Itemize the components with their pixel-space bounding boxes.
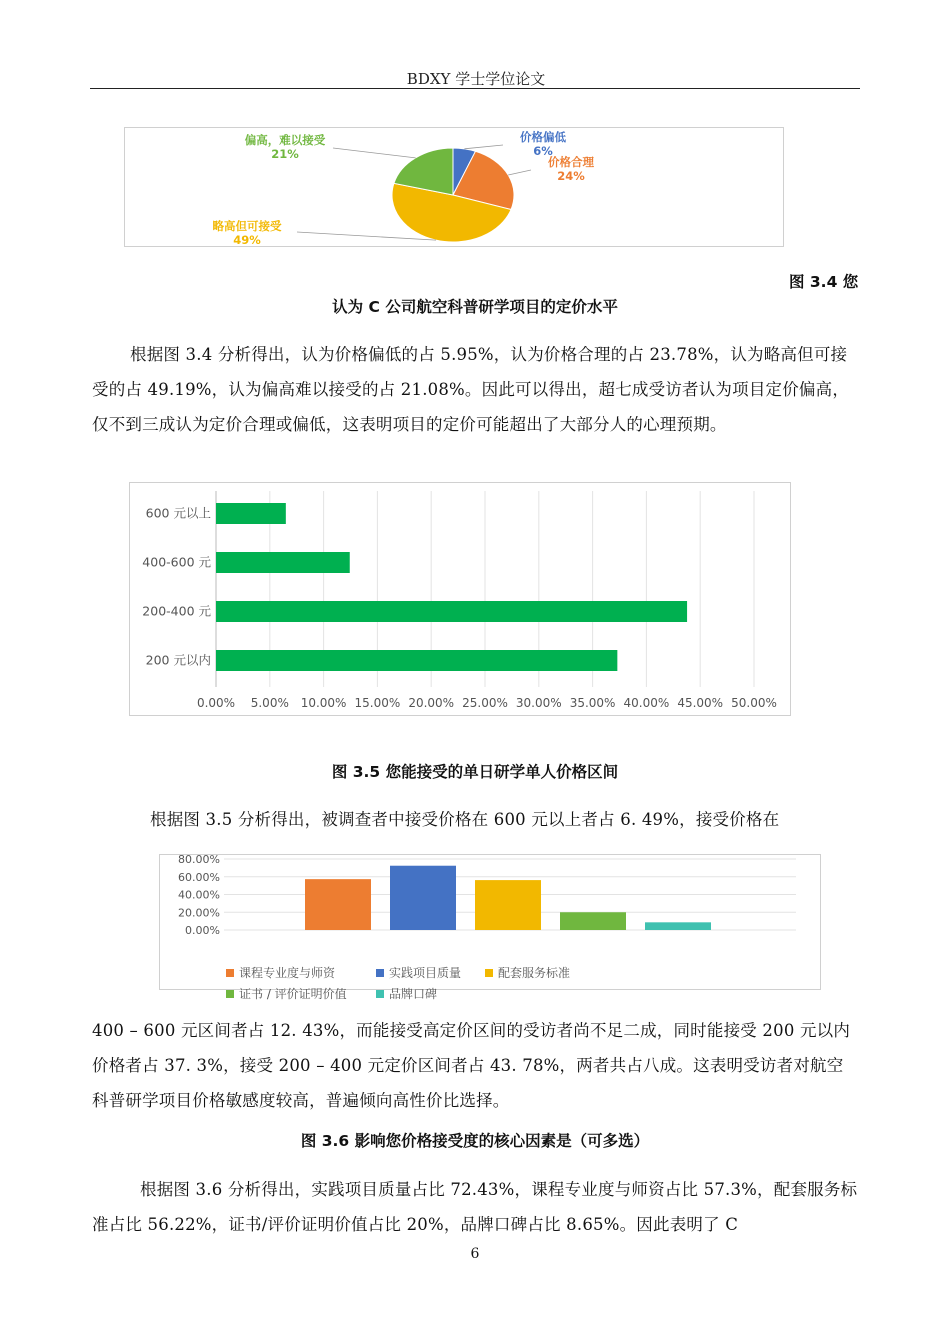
vbar-ytick: 0.00%	[185, 924, 220, 937]
vbar-legend-label-4: 品牌口碑	[389, 987, 438, 1001]
pie-leader-3	[333, 148, 416, 158]
pie-leader-1	[508, 170, 531, 175]
vbar-bar-0	[305, 879, 371, 930]
hbar-bar-0	[216, 503, 286, 524]
vbar-legend-label-0: 课程专业度与师资	[239, 966, 336, 980]
pie-label-2: 略高但可接受	[212, 219, 282, 233]
hbar-xtick: 15.00%	[354, 696, 401, 710]
pie-value-1: 24%	[557, 169, 585, 183]
vbar-legend-swatch-1	[376, 969, 384, 977]
hbar-chart	[130, 483, 790, 715]
vbar-chart-frame	[159, 854, 821, 1001]
pie-value-2: 49%	[233, 233, 261, 246]
hbar-bar-2	[216, 601, 687, 622]
paragraph-2	[92, 802, 860, 837]
header-rule	[90, 88, 860, 89]
paragraph-4-text: 根据图 3.6 分析得出，实践项目质量占比 72.43%，课程专业度与师资占比 57.3%，配套服务标准占比 56.22%，证书/评价证明价值占比 20%，品牌口碑占比 8.65%。因此表明了 C	[92, 1180, 858, 1234]
vbar-ytick: 60.00%	[178, 870, 220, 884]
hbar-xtick: 30.00%	[515, 696, 562, 710]
page-header: BDXY 学士学位论文	[406, 70, 546, 88]
vbar-bar-3	[560, 912, 626, 930]
vbar-legend-swatch-3	[226, 990, 234, 998]
pie-label-3: 偏高，难以接受	[244, 133, 326, 147]
fig36-caption: 图 3.6 影响您价格接受度的核心因素是（可多选）	[300, 1132, 650, 1150]
hbar-category-label: 200 元以内	[145, 652, 211, 668]
fig34-caption-part2: 认为 C 公司航空科普研学项目的定价水平	[332, 298, 618, 316]
pie-chart-frame	[124, 127, 784, 247]
hbar-category-label: 200-400 元	[142, 603, 211, 619]
vbar-chart	[160, 855, 820, 1005]
vbar-legend-swatch-0	[226, 969, 234, 977]
pie-leader-0	[464, 145, 503, 149]
page-number: 6	[470, 1246, 480, 1262]
hbar-xtick: 45.00%	[677, 696, 724, 710]
hbar-chart-frame	[129, 482, 791, 716]
paragraph-2-text: 根据图 3.5 分析得出，被调查者中接受价格在 600 元以上者占 6. 49%，接受价格在	[150, 810, 780, 829]
pie-label-0: 价格偏低	[520, 130, 566, 144]
paragraph-3	[92, 1013, 860, 1118]
pie-label-1: 价格合理	[548, 155, 594, 169]
vbar-ytick: 40.00%	[178, 888, 220, 902]
vbar-bar-2	[475, 880, 541, 930]
paragraph-1	[92, 337, 860, 442]
vbar-legend-label-2: 配套服务标准	[498, 966, 571, 980]
hbar-bar-3	[216, 650, 617, 671]
vbar-legend-swatch-2	[485, 969, 493, 977]
pie-value-3: 21%	[271, 147, 299, 161]
paragraph-4	[92, 1172, 860, 1242]
vbar-bar-4	[645, 922, 711, 930]
vbar-ytick: 80.00%	[178, 855, 220, 866]
pie-chart	[125, 128, 783, 246]
vbar-legend-label-3: 证书 / 评价证明价值	[239, 987, 347, 1001]
hbar-xtick: 40.00%	[623, 696, 670, 710]
fig35-caption: 图 3.5 您能接受的单日研学单人价格区间	[331, 763, 619, 781]
hbar-xtick: 0.00%	[196, 696, 236, 710]
vbar-legend-swatch-4	[376, 990, 384, 998]
pie-leader-2	[297, 232, 436, 240]
hbar-xtick: 20.00%	[408, 696, 455, 710]
hbar-xtick: 50.00%	[731, 696, 777, 710]
fig34-caption-part1: 图 3.4 您	[789, 273, 859, 291]
hbar-xtick: 5.00%	[250, 696, 289, 710]
vbar-ytick: 20.00%	[178, 906, 220, 920]
hbar-xtick: 35.00%	[569, 696, 616, 710]
vbar-legend-label-1: 实践项目质量	[389, 966, 462, 980]
hbar-category-label: 600 元以上	[145, 505, 211, 521]
hbar-xtick: 25.00%	[462, 696, 508, 710]
pie-value-0: 6%	[533, 144, 553, 158]
paragraph-1-text: 根据图 3.4 分析得出，认为价格偏低的占 5.95%，认为价格合理的占 23.78%，认为略高但可接受的占 49.19%，认为偏高难以接受的占 21.08%。因此可以得出，超七成受访者认为项目定价偏高，仅不到三成认为定价合理或偏低，这表明项目的定价可能超出了大部分人的心理预期。	[92, 345, 850, 434]
paragraph-3-text: 400 – 600 元区间者占 12. 43%，而能接受高定价区间的受访者尚不足二成，同时能接受 200 元以内价格者占 37. 3%，接受 200 – 400 元定价区间者占 43. 78%，两者共占八成。这表明受访者对航空科普研学项目价格敏感度较高，普遍倾向高性价比选择。	[92, 1021, 851, 1110]
hbar-category-label: 400-600 元	[142, 554, 211, 570]
vbar-bar-1	[390, 866, 456, 930]
hbar-bar-1	[216, 552, 350, 573]
hbar-xtick: 10.00%	[300, 696, 347, 710]
